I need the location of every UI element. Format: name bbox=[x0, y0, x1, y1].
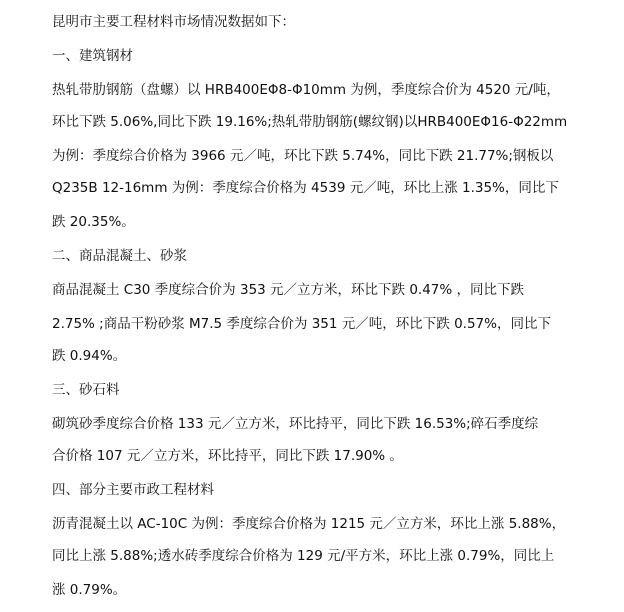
concrete-line-3: 跌 0.94%。 bbox=[52, 348, 127, 364]
intro-line: 昆明市主要工程材料市场情况数据如下： bbox=[52, 14, 295, 30]
municipal-line-3: 涨 0.79%。 bbox=[52, 582, 127, 598]
aggregate-line-2: 合价格 107 元／立方米，环比持平，同比下跌 17.90% 。 bbox=[52, 448, 403, 464]
steel-line-2: 环比下跌 5.06%,同比下跌 19.16%;热轧带肋钢筋(螺纹钢)以HRB400EΦ16-Φ22mm bbox=[52, 114, 568, 130]
steel-line-5: 跌 20.35%。 bbox=[52, 214, 135, 230]
municipal-line-2: 同比上涨 5.88%;透水砖季度综合价格为 129 元/平方米，环比上涨 0.79%，同比上 bbox=[52, 548, 555, 564]
section-heading-aggregate: 三、砂石料 bbox=[52, 382, 120, 398]
steel-line-3: 为例：季度综合价格为 3966 元／吨，环比下跌 5.74%，同比下跌 21.77%;钢板以 bbox=[52, 148, 554, 164]
section-heading-concrete: 二、商品混凝土、砂浆 bbox=[52, 248, 187, 264]
concrete-line-2: 2.75% ;商品干粉砂浆 M7.5 季度综合价为 351 元／吨，环比下跌 0.57%，同比下 bbox=[52, 316, 551, 332]
municipal-line-1: 沥青混凝土以 AC-10C 为例：季度综合价格为 1215 元／立方米，环比上涨 5.88%， bbox=[52, 516, 566, 532]
section-heading-municipal: 四、部分主要市政工程材料 bbox=[52, 482, 214, 498]
steel-line-4: Q235B 12-16mm 为例：季度综合价格为 4539 元／吨，环比上涨 1.35%，同比下 bbox=[52, 180, 559, 196]
section-heading-steel: 一、建筑钢材 bbox=[52, 48, 133, 64]
aggregate-line-1: 砌筑砂季度综合价格 133 元／立方米，环比持平，同比下跌 16.53%;碎石季度综 bbox=[52, 416, 539, 432]
concrete-line-1: 商品混凝土 C30 季度综合价为 353 元／立方米，环比下跌 0.47% ，同比下跌 bbox=[52, 282, 525, 298]
steel-line-1: 热轧带肋钢筋（盘螺）以 HRB400EΦ8-Φ10mm 为例，季度综合价为 4520 元/吨， bbox=[52, 82, 560, 98]
